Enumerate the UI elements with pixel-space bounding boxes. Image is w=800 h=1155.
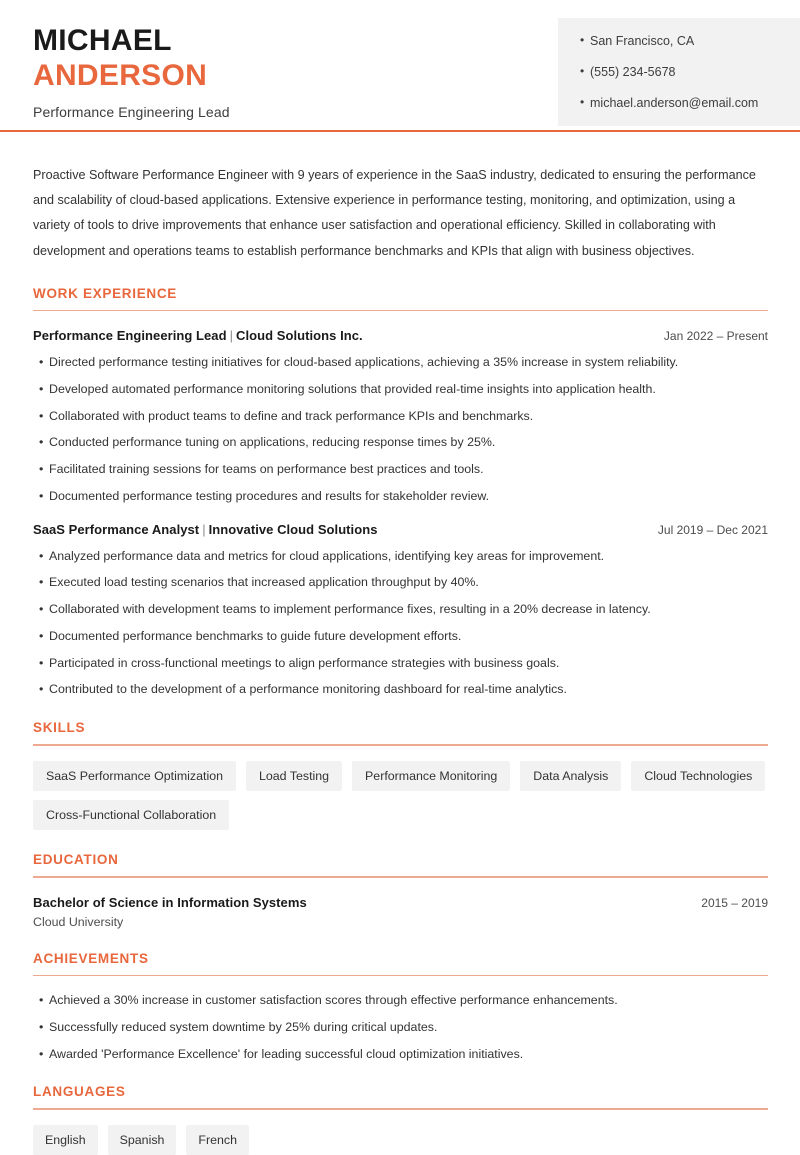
professional-headline: Performance Engineering Lead (33, 103, 230, 120)
skill-tag: Performance Monitoring (352, 761, 510, 791)
section-achievements (33, 951, 767, 1063)
contact-phone-text[interactable]: (555) 234-5678 (590, 65, 676, 80)
skills-tag-list (33, 761, 773, 831)
section-divider (33, 310, 768, 312)
bullet-text: Collaborated with product teams to define and track performance KPIs and benchmarks. (49, 408, 534, 423)
education-date: 2015 – 2019 (701, 895, 768, 910)
bullet-text: Analyzed performance data and metrics for cloud applications, identifying key areas for improvement. (49, 548, 605, 563)
education-school: Cloud University (33, 914, 124, 929)
bullet-dot-icon: • (39, 1046, 44, 1061)
resume-header (0, 0, 800, 132)
contact-email-text[interactable]: michael.anderson@email.com (590, 96, 759, 111)
bullet-item (33, 461, 767, 478)
bullet-text: Collaborated with development teams to implement performance fixes, resulting in a 20% decrease in latency. (49, 602, 651, 617)
bullet-item (33, 655, 767, 672)
education-entry-header (33, 895, 768, 910)
bullet-text: Directed performance testing initiatives for cloud-based applications, achieving a 35% increase in system reliability. (49, 355, 679, 370)
section-title-education: EDUCATION (33, 852, 119, 868)
bullet-item (33, 601, 767, 618)
bullet-text: Contributed to the development of a performance monitoring dashboard for real-time analytics. (49, 682, 567, 697)
bullet-dot-icon: • (39, 1019, 44, 1034)
resume-content (0, 163, 800, 1155)
section-title-work: WORK EXPERIENCE (33, 285, 178, 301)
bullet-item (33, 408, 767, 425)
section-languages (33, 1084, 767, 1155)
bullet-item (33, 488, 767, 505)
bullet-dot-icon: • (39, 628, 44, 643)
section-title-skills: SKILLS (33, 720, 86, 736)
bullet-text: Documented performance testing procedures and results for stakeholder review. (49, 488, 490, 503)
skill-tag: Cloud Technologies (631, 761, 765, 791)
bullet-dot-icon: • (39, 408, 44, 423)
bullet-text: Successfully reduced system downtime by 25% during critical updates. (49, 1019, 438, 1034)
work-entry-date: Jul 2019 – Dec 2021 (657, 522, 768, 537)
bullet-dot-icon: • (580, 95, 585, 110)
job-role: SaaS Performance Analyst (33, 521, 200, 537)
work-entry-header (33, 328, 768, 343)
work-entry-bullets (33, 354, 767, 504)
bullet-item (33, 681, 767, 698)
contact-item-phone[interactable] (580, 63, 800, 81)
bullet-item (33, 354, 767, 371)
job-company: Cloud Solutions Inc. (236, 328, 363, 344)
bullet-dot-icon: • (39, 682, 44, 697)
education-degree: Bachelor of Science in Information Systems (33, 894, 307, 910)
title-separator: | (202, 521, 206, 537)
bullet-text: Developed automated performance monitoring solutions that provided real-time insights into application health. (49, 381, 656, 396)
work-entry (33, 522, 767, 698)
bullet-item (33, 992, 767, 1009)
language-tag: French (186, 1125, 249, 1155)
skill-tag: Load Testing (246, 761, 342, 791)
header-accent-rule (0, 130, 800, 132)
last-name: ANDERSON (33, 58, 208, 92)
education-entry (33, 895, 767, 929)
bullet-text: Documented performance benchmarks to guide future development efforts. (49, 628, 462, 643)
bullet-dot-icon: • (39, 993, 44, 1008)
job-company: Innovative Cloud Solutions (208, 521, 378, 537)
section-divider (33, 876, 768, 878)
skill-tag: Cross-Functional Collaboration (33, 800, 229, 830)
first-name: MICHAEL (33, 24, 172, 57)
name-block (33, 24, 230, 120)
language-tag: English (33, 1125, 98, 1155)
bullet-dot-icon: • (580, 64, 585, 79)
work-entry-bullets (33, 548, 767, 698)
bullet-dot-icon: • (39, 355, 44, 370)
section-work-experience (33, 286, 767, 698)
work-entry-title (33, 328, 363, 343)
section-education (33, 852, 767, 929)
bullet-item (33, 574, 767, 591)
bullet-dot-icon: • (39, 462, 44, 477)
bullet-item (33, 1046, 767, 1063)
bullet-text: Awarded 'Performance Excellence' for leading successful cloud optimization initiatives. (49, 1046, 524, 1061)
bullet-dot-icon: • (39, 602, 44, 617)
bullet-text: Facilitated training sessions for teams on performance best practices and tools. (49, 462, 484, 477)
bullet-dot-icon: • (39, 435, 44, 450)
bullet-dot-icon: • (39, 381, 44, 396)
section-title-achievements: ACHIEVEMENTS (33, 950, 149, 966)
section-title-languages: LANGUAGES (33, 1084, 126, 1100)
languages-tag-list (33, 1125, 773, 1155)
bullet-item (33, 628, 767, 645)
contact-location-text: San Francisco, CA (590, 34, 695, 48)
work-entry (33, 328, 767, 504)
job-role: Performance Engineering Lead (33, 328, 227, 344)
language-tag: Spanish (108, 1125, 177, 1155)
contact-item-email[interactable] (580, 94, 800, 112)
bullet-item (33, 434, 767, 451)
section-skills (33, 720, 767, 830)
contact-item-location (580, 32, 800, 50)
section-divider (33, 1108, 768, 1110)
work-entry-title (33, 522, 377, 537)
work-entry-header (33, 522, 768, 537)
bullet-dot-icon: • (39, 488, 44, 503)
skill-tag: SaaS Performance Optimization (33, 761, 236, 791)
bullet-item (33, 381, 767, 398)
bullet-text: Conducted performance tuning on applications, reducing response times by 25%. (49, 435, 496, 450)
bullet-dot-icon: • (39, 548, 44, 563)
bullet-text: Participated in cross-functional meetings to align performance strategies with business goals. (49, 655, 560, 670)
bullet-dot-icon: • (39, 655, 44, 670)
skill-tag: Data Analysis (520, 761, 621, 791)
title-separator: | (229, 328, 233, 344)
bullet-item (33, 1019, 767, 1036)
section-divider (33, 975, 768, 977)
professional-summary: Proactive Software Performance Engineer with 9 years of experience in the SaaS industry, dedicated to ensuring the performance and scalability of cloud-based applications. Extensive experience in performance testing, monitoring, and optimization, using a variety of tools to drive improvements that enhance user satisfaction and operational efficiency. Skilled in collaborating with development and operations teams to establish performance benchmarks and KPIs that align with business objectives. (33, 168, 756, 258)
bullet-dot-icon: • (580, 33, 585, 47)
bullet-text: Executed load testing scenarios that increased application throughput by 40%. (49, 575, 479, 590)
bullet-item (33, 548, 767, 565)
contact-info-box (558, 18, 800, 126)
achievements-list (33, 992, 767, 1062)
section-divider (33, 744, 768, 746)
bullet-text: Achieved a 30% increase in customer satisfaction scores through effective performance enhancements. (49, 993, 618, 1008)
bullet-dot-icon: • (39, 575, 44, 590)
work-entry-date: Jan 2022 – Present (663, 329, 768, 344)
